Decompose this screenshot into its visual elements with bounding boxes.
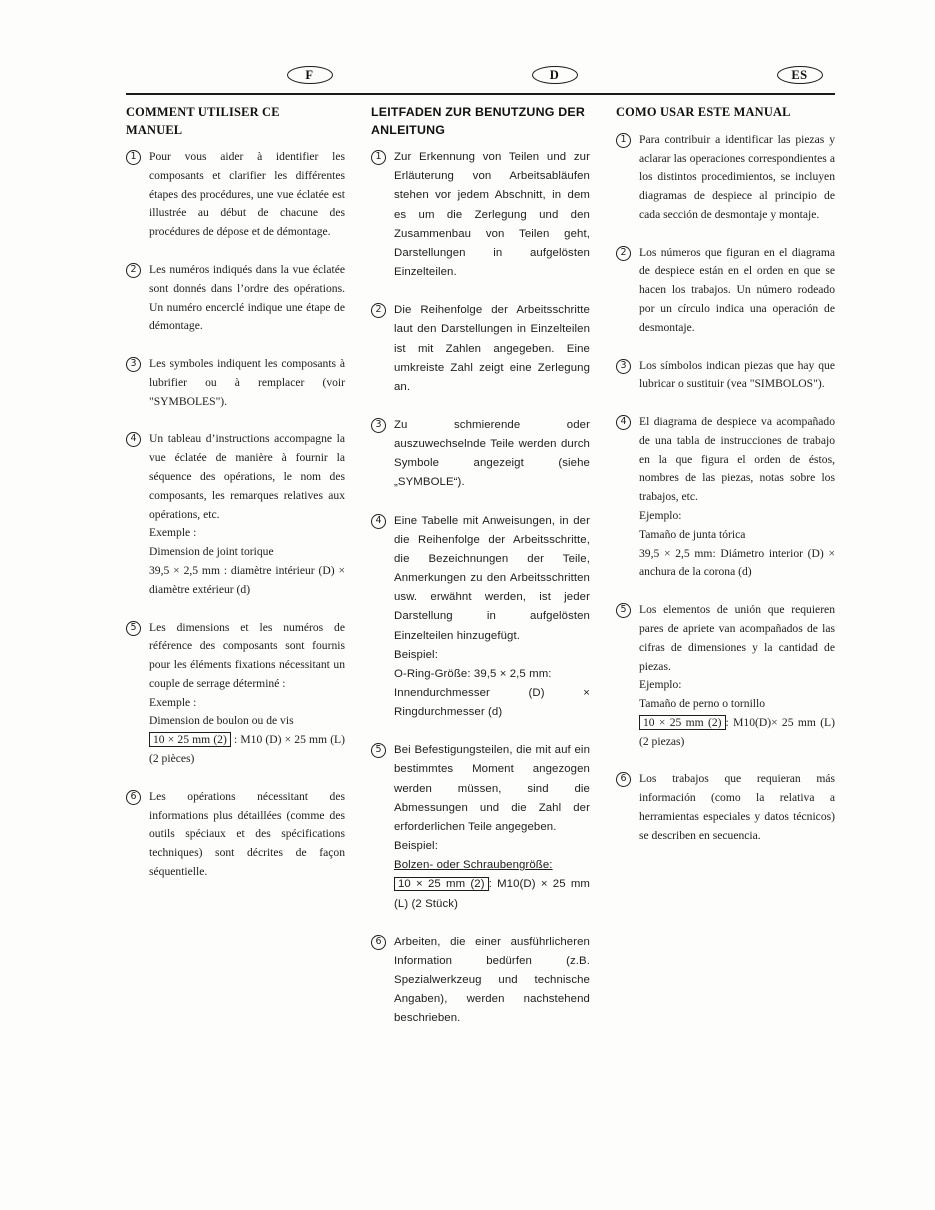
item-body (639, 770, 835, 845)
paragraph: Beispiel: (394, 648, 438, 661)
paragraph (394, 875, 590, 913)
paragraph: Los trabajos que requieran más información (como la relativa a herramientas especiales y datos técnicos) se describen en secuencia. (639, 772, 835, 842)
manual-item-german-5 (371, 741, 590, 913)
circled-number: 6 (616, 772, 631, 787)
column-german (371, 102, 590, 1047)
paragraph: Ejemplo: (639, 509, 682, 523)
boxed-dimension: 10 × 25 mm (2) (149, 732, 231, 747)
paragraph: Los símbolos indican piezas que hay que lubricar o sustituir (vea "SIMBOLOS"). (639, 358, 835, 391)
circled-number: 2 (616, 246, 631, 261)
circled-number: 1 (126, 150, 141, 165)
item-body (394, 416, 590, 493)
paragraph: El diagrama de despiece va acompañado de una tabla de instrucciones de trabajo en la que figura el orden de éstos, nombres de las piezas, notas sobre los trabajos, etc. (639, 415, 835, 504)
item-body (149, 430, 345, 599)
column-title-line: COMMENT UTILISER CE (126, 105, 280, 120)
circled-number: 3 (371, 418, 386, 433)
paragraph (639, 714, 835, 752)
column-title-line: LEITFADEN ZUR BENUTZUNG DER (371, 105, 585, 120)
circled-number: 3 (616, 359, 631, 374)
paragraph: Les dimensions et les numéros de référence des composants sont fournis pour les éléments fixations nécessitant un couple de serrage déterminé : (149, 620, 345, 690)
text-segment: : M10(D)× 25 mm (L) (2 piezas) (639, 715, 835, 748)
manual-item-german-4 (371, 512, 590, 723)
badge-cell-spanish (616, 66, 835, 84)
paragraph: Pour vous aider à identifier les composants et clarifier les différentes étapes des procédures, une vue éclatée est illustrée au début de chacune des procédures de dépose et de démontage. (149, 150, 345, 239)
item-body (149, 788, 345, 882)
circled-number: 2 (126, 263, 141, 278)
item-body (394, 148, 590, 282)
manual-item-french-3 (126, 355, 345, 411)
circled-number: 4 (371, 514, 386, 529)
paragraph: Exemple : (149, 695, 197, 709)
circled-number: 4 (616, 415, 631, 430)
manual-item-spanish-1 (616, 131, 835, 225)
language-badge-french: F (287, 66, 333, 84)
circled-number: 6 (371, 935, 386, 950)
manual-item-german-6 (371, 933, 590, 1029)
item-body (149, 355, 345, 411)
paragraph: Les symboles indiquent les composants à lubrifier ou à remplacer (voir "SYMBOLES"). (149, 357, 345, 408)
paragraph: Zur Erkennung von Teilen und zur Erläuterung von Arbeitsabläufen stehen vor jedem Abschnitt, in dem es um die Zerlegung und den Zusammenbau von Teilen geht, Darstellungen in aufgelösten Einzelteilen. (394, 151, 590, 279)
paragraph: Tamaño de perno o tornillo (639, 697, 766, 711)
manual-item-spanish-4 (616, 413, 835, 582)
column-title-french (126, 104, 345, 139)
circled-number: 3 (126, 357, 141, 372)
language-badge-spanish: ES (777, 66, 823, 84)
manual-item-french-4 (126, 430, 345, 599)
column-spanish (616, 102, 835, 1047)
paragraph: 39,5 × 2,5 mm : diamètre intérieur (D) × diamètre extérieur (d) (149, 563, 345, 596)
text-segment: : M10(D) × 25 mm (L) (2 Stück) (394, 878, 590, 910)
item-body (639, 244, 835, 338)
item-body (639, 601, 835, 751)
column-title-spanish (616, 104, 835, 121)
item-body (394, 512, 590, 723)
manual-item-french-1 (126, 148, 345, 242)
paragraph: 39,5 × 2,5 mm: Diámetro interior (D) × anchura de la corona (d) (639, 546, 835, 579)
manual-item-german-1 (371, 148, 590, 282)
paragraph: Bolzen- oder Schraubengröße: (394, 859, 553, 872)
circled-number: 1 (371, 150, 386, 165)
item-body (149, 261, 345, 336)
paragraph: Dimension de joint torique (149, 545, 274, 559)
item-body (149, 619, 345, 769)
column-title-line: ANLEITUNG (371, 122, 446, 137)
language-badge-german: D (532, 66, 578, 84)
manual-item-spanish-6 (616, 770, 835, 845)
paragraph: Tamaño de junta tórica (639, 527, 746, 541)
paragraph: Un tableau d’instructions accompagne la vue éclatée de manière à fournir la séquence des opérations, le nom des composants, les remarques relatives aux opérations, etc. (149, 432, 345, 521)
paragraph: Les opérations nécessitant des informations plus détaillées (comme des outils spéciaux et des spécifications techniques) sont décrites de façon séquentielle. (149, 789, 345, 878)
boxed-dimension: 10 × 25 mm (2) (639, 715, 726, 730)
manual-item-spanish-3 (616, 357, 835, 395)
manual-item-spanish-5 (616, 601, 835, 751)
column-title-line: COMO USAR ESTE MANUAL (616, 105, 791, 120)
paragraph: Die Reihenfolge der Arbeitsschritte laut den Darstellungen in Einzelteilen ist mit Zahlen angegeben. Eine umkreiste Zahl zeigt eine Zerlegung an. (394, 304, 590, 393)
paragraph: Ejemplo: (639, 678, 682, 692)
circled-number: 5 (126, 621, 141, 636)
paragraph: Zu schmierende oder auszuwechselnde Teile werden durch Symbole angezeigt (siehe „SYMBOLE“). (394, 418, 590, 489)
paragraph: Los números que figuran en el diagrama de despiece están en el orden en que se hacen los trabajos. Un número rodeado por un círculo indica una operación de desmontaje. (639, 245, 835, 334)
paragraph: Beispiel: (394, 840, 438, 853)
circled-number: 1 (616, 133, 631, 148)
paragraph: Bei Befestigungsteilen, die mit auf ein bestimmtes Moment angezogen werden müssen, sind die Abmessungen und die Zahl der erforderlichen Teile angegeben. (394, 744, 590, 833)
manual-item-french-5 (126, 619, 345, 769)
manual-item-french-6 (126, 788, 345, 882)
badge-cell-german (371, 66, 590, 84)
column-french (126, 102, 345, 1047)
manual-item-french-2 (126, 261, 345, 336)
item-body (394, 741, 590, 913)
paragraph: Exemple : (149, 526, 197, 540)
item-body (394, 933, 590, 1029)
paragraph: Arbeiten, die einer ausführlicheren Information bedürfen (z.B. Spezialwerkzeug und technische Angaben), werden nachstehend beschrieben. (394, 935, 590, 1025)
paragraph: Innendurchmesser (D) × Ringdurchmesser (d) (394, 687, 590, 719)
column-title-line: MANUEL (126, 122, 183, 137)
paragraph: Dimension de boulon ou de vis (149, 714, 294, 728)
item-body (639, 131, 835, 225)
paragraph: Les numéros indiqués dans la vue éclatée sont donnés dans l’ordre des opérations. Un numéro encerclé indique une étape de démontage. (149, 263, 345, 333)
column-title-german (371, 104, 590, 139)
manual-item-german-3 (371, 416, 590, 493)
paragraph: Para contribuir a identificar las piezas y aclarar las operaciones correspondientes a los distintos procedimientos, se incluyen diagramas de despiece al principio de cada sección de desmontaje y montaje. (639, 132, 835, 221)
circled-number: 6 (126, 790, 141, 805)
paragraph: O-Ring-Größe: 39,5 × 2,5 mm: (394, 667, 552, 680)
paragraph: Los elementos de unión que requieren pares de apriete van acompañados de las cifras de dimensiones y la cantidad de piezas. (639, 603, 835, 673)
header-rule (126, 93, 835, 95)
paragraph (149, 731, 345, 769)
circled-number: 4 (126, 432, 141, 447)
item-body (639, 413, 835, 582)
language-badge-row (126, 66, 835, 84)
text-segment: : M10 (D) × 25 mm (L) (2 pièces) (149, 733, 346, 765)
circled-number: 5 (616, 603, 631, 618)
badge-cell-french (126, 66, 345, 84)
manual-columns (126, 102, 835, 1047)
manual-item-spanish-2 (616, 244, 835, 338)
item-body (394, 301, 590, 397)
circled-number: 5 (371, 743, 386, 758)
manual-item-german-2 (371, 301, 590, 397)
boxed-dimension: 10 × 25 mm (2) (394, 877, 489, 891)
circled-number: 2 (371, 303, 386, 318)
item-body (639, 357, 835, 395)
paragraph: Eine Tabelle mit Anweisungen, in der die Reihenfolge der Arbeitsschritte, die Bezeichnungen der Teile, Anmerkungen zu den Arbeitsschritten usw. erwähnt werden, ist jeder Darstellung in aufgelösten Einzelteilen hinzugefügt. (394, 514, 590, 642)
item-body (149, 148, 345, 242)
